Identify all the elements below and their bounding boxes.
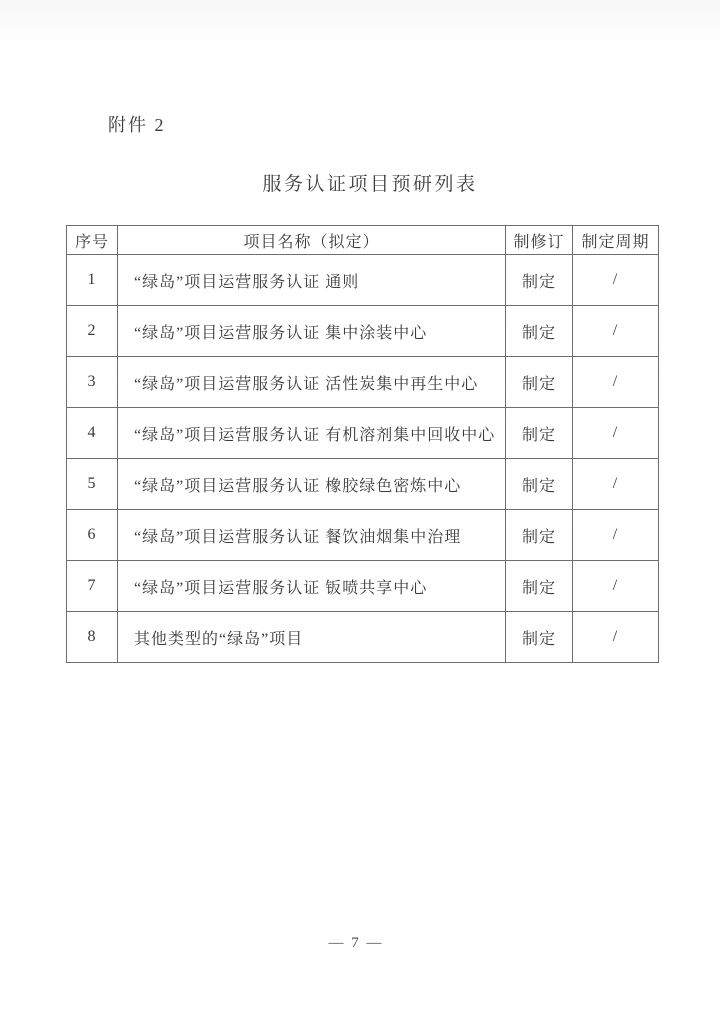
cell-revision: 制定 — [506, 255, 573, 306]
table-row — [67, 510, 659, 561]
table-header-row — [67, 226, 659, 255]
table-row — [67, 612, 659, 663]
cell-name: 其他类型的“绿岛”项目 — [118, 612, 506, 663]
cell-name: “绿岛”项目运营服务认证 钣喷共享中心 — [118, 561, 506, 612]
cell-cycle: / — [573, 255, 659, 306]
attachment-label: 附件 2 — [108, 115, 166, 135]
cell-seq: 6 — [67, 510, 118, 561]
table-row — [67, 459, 659, 510]
table-row — [67, 357, 659, 408]
cell-revision: 制定 — [506, 612, 573, 663]
table-row — [67, 255, 659, 306]
cell-revision: 制定 — [506, 510, 573, 561]
header-revision: 制修订 — [506, 226, 573, 255]
cell-seq: 8 — [67, 612, 118, 663]
cell-seq: 7 — [67, 561, 118, 612]
header-seq: 序号 — [67, 226, 118, 255]
cell-seq: 2 — [67, 306, 118, 357]
page-number: — 7 — — [328, 935, 384, 951]
table-row — [67, 306, 659, 357]
cell-revision: 制定 — [506, 357, 573, 408]
header-name: 项目名称（拟定） — [118, 226, 506, 255]
cell-cycle: / — [573, 408, 659, 459]
cell-seq: 1 — [67, 255, 118, 306]
table-row — [67, 561, 659, 612]
cell-revision: 制定 — [506, 561, 573, 612]
header-cycle: 制定周期 — [573, 226, 659, 255]
cell-revision: 制定 — [506, 459, 573, 510]
cell-name: “绿岛”项目运营服务认证 餐饮油烟集中治理 — [118, 510, 506, 561]
cell-cycle: / — [573, 357, 659, 408]
cell-seq: 3 — [67, 357, 118, 408]
cell-revision: 制定 — [506, 408, 573, 459]
cell-seq: 5 — [67, 459, 118, 510]
table-row — [67, 408, 659, 459]
cell-revision: 制定 — [506, 306, 573, 357]
cell-cycle: / — [573, 510, 659, 561]
project-table — [66, 225, 659, 663]
cell-cycle: / — [573, 306, 659, 357]
project-table-container — [66, 225, 658, 663]
cell-cycle: / — [573, 459, 659, 510]
cell-name: “绿岛”项目运营服务认证 集中涂装中心 — [118, 306, 506, 357]
cell-cycle: / — [573, 561, 659, 612]
cell-seq: 4 — [67, 408, 118, 459]
cell-name: “绿岛”项目运营服务认证 有机溶剂集中回收中心 — [118, 408, 506, 459]
page-title: 服务认证项目预研列表 — [262, 174, 478, 195]
cell-name: “绿岛”项目运营服务认证 橡胶绿色密炼中心 — [118, 459, 506, 510]
cell-name: “绿岛”项目运营服务认证 通则 — [118, 255, 506, 306]
cell-cycle: / — [573, 612, 659, 663]
cell-name: “绿岛”项目运营服务认证 活性炭集中再生中心 — [118, 357, 506, 408]
